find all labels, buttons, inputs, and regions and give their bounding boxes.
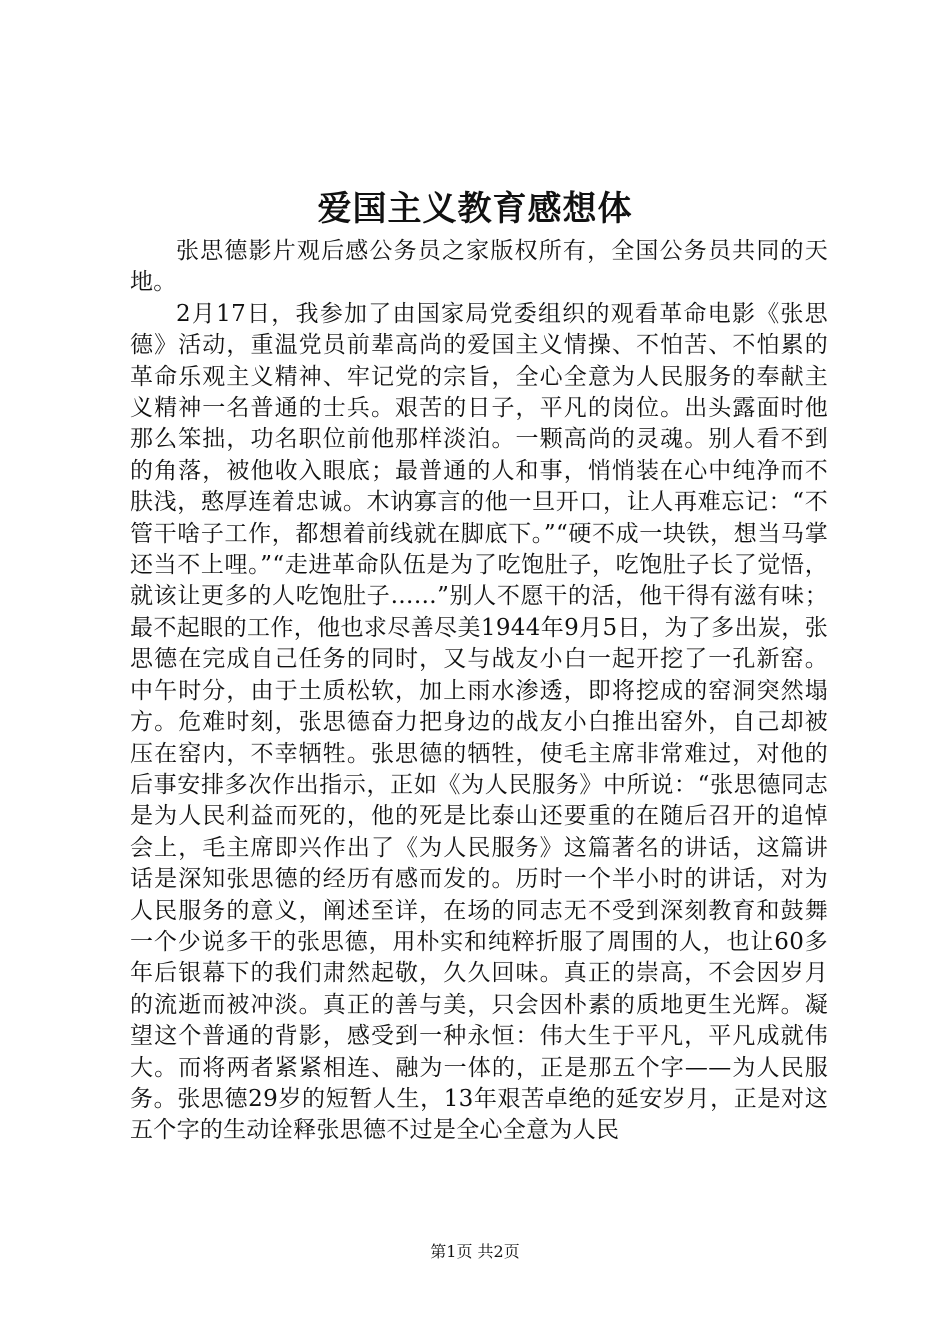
paragraph-intro: 张思德影片观后感公务员之家版权所有，全国公务员共同的天地。	[130, 238, 828, 296]
page-number-footer: 第1页 共2页	[430, 1242, 520, 1261]
paragraph-main: 2月17日，我参加了由国家局党委组织的观看革命电影《张思德》活动，重温党员前辈高尚的爱国主义情操、不怕苦、不怕累的革命乐观主义精神、牢记党的宗旨，全心全意为人民服务的奉献主义精神一名普通的士兵。艰苦的日子，平凡的岗位。出头露面时他那么笨拙，功名职位前他那样淡泊。一颗高尚的灵魂。别人看不到的角落，被他收入眼底；最普通的人和事，悄悄装在心中纯净而不肤浅，憨厚连着忠诚。木讷寡言的他一旦开口，让人再难忘记：“不管干啥子工作，都想着前线就在脚底下。”“硬不成一块铁，想当马掌还当不上哩。”“走进革命队伍是为了吃饱肚子，吃饱肚子长了觉悟，就该让更多的人吃饱肚子……”别人不愿干的活，他干得有滋有味；最不起眼的工作，他也求尽善尽美1944年9月5日，为了多出炭，张思德在完成自己任务的同时，又与战友小白一起开挖了一孔新窑。中午时分，由于土质松软，加上雨水渗透，即将挖成的窑洞突然塌方。危难时刻，张思德奋力把身边的战友小白推出窑外，自己却被压在窑内，不幸牺牲。张思德的牺牲，使毛主席非常难过，对他的后事安排多次作出指示，正如《为人民服务》中所说：“张思德同志是为人民利益而死的，他的死是比泰山还要重的在随后召开的追悼会上，毛主席即兴作出了《为人民服务》这篇著名的讲话，这篇讲话是深知张思德的经历有感而发的。历时一个半小时的讲话，对为人民服务的意义，阐述至详，在场的同志无不受到深刻教育和鼓舞一个少说多干的张思德，用朴实和纯粹折服了周围的人，也让60多年后银幕下的我们肃然起敬，久久回味。真正的崇高，不会因岁月的流逝而被冲淡。真正的善与美，只会因朴素的质地更生光辉。凝望这个普通的背影，感受到一种永恒：伟大生于平凡，平凡成就伟大。而将两者紧紧相连、融为一体的，正是那五个字——为人民服务。张思德29岁的短暂人生，13年艰苦卓绝的延安岁月，正是对这五个字的生动诠释张思德不过是全心全意为人民	[130, 300, 828, 1144]
document-body	[130, 236, 828, 1147]
document-title: 爱国主义教育感想体	[317, 189, 633, 229]
